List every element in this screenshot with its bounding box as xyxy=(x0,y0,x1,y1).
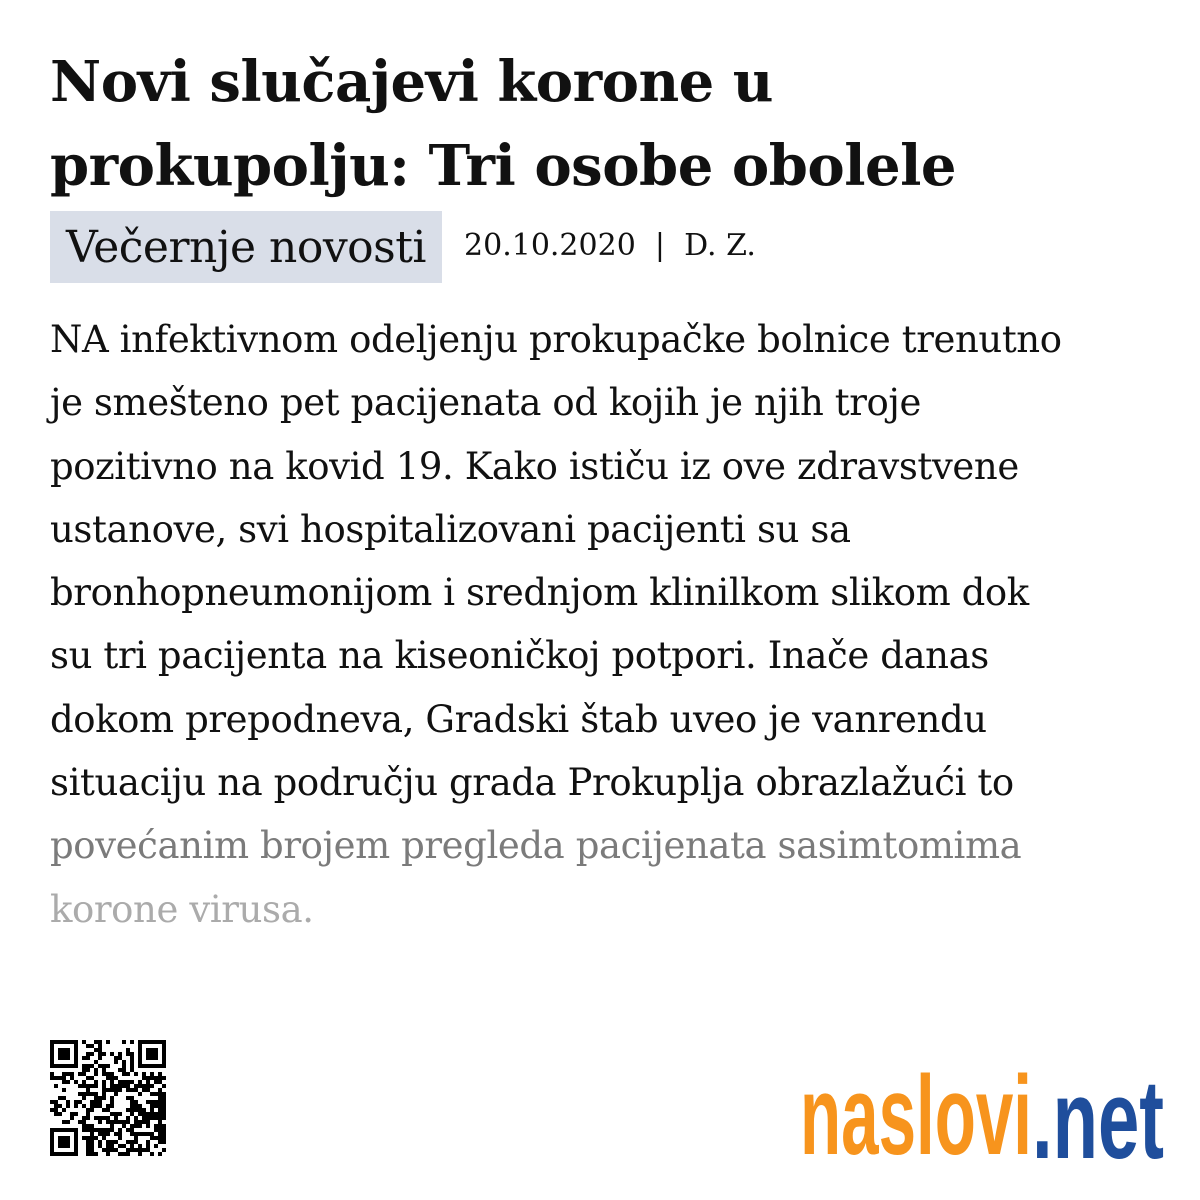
naslovi-net-logo[interactable] xyxy=(800,1062,1166,1172)
article-title: Novi slučajevi korone u prokupolju: Tri osobe obolele xyxy=(50,49,956,199)
article-byline xyxy=(464,228,756,263)
body-line: bronhopneumonijom i srednjom klinilkom slikom dok xyxy=(50,571,1029,615)
qr-code-icon[interactable] xyxy=(50,1040,166,1156)
body-line: pozitivno na kovid 19. Kako ističu iz ove zdravstvene xyxy=(50,444,1019,488)
article-date: 20.10.2020 xyxy=(464,228,636,263)
body-line: je smešteno pet pacijenata od kojih je njih troje xyxy=(50,381,921,425)
body-line: NA infektivnom odeljenju prokupačke bolnice trenutno xyxy=(50,318,1062,361)
meta-separator: | xyxy=(654,228,665,263)
body-line: su tri pacijenta na kiseoničkoj potpori. Inače danas xyxy=(50,634,989,678)
body-line-faded: korone virusa. xyxy=(50,887,314,931)
body-line: dokom prepodneva, Gradski štab uveo je vanrendu xyxy=(50,697,987,741)
body-line-faded: povećanim brojem pregleda pacijenata sasimtomima xyxy=(50,824,1022,868)
article-author: D. Z. xyxy=(684,228,756,263)
body-line: ustanove, svi hospitalizovani pacijenti su sa xyxy=(50,507,851,551)
body-line: situaciju na području grada Prokuplja obrazlažući to xyxy=(50,761,1014,805)
source-badge[interactable]: Večernje novosti xyxy=(50,211,442,283)
article-body xyxy=(50,308,1160,941)
logo-naslovi-text: naslovi xyxy=(800,1062,1032,1172)
article-meta xyxy=(50,211,756,283)
logo-net-text: .net xyxy=(1032,1062,1164,1172)
